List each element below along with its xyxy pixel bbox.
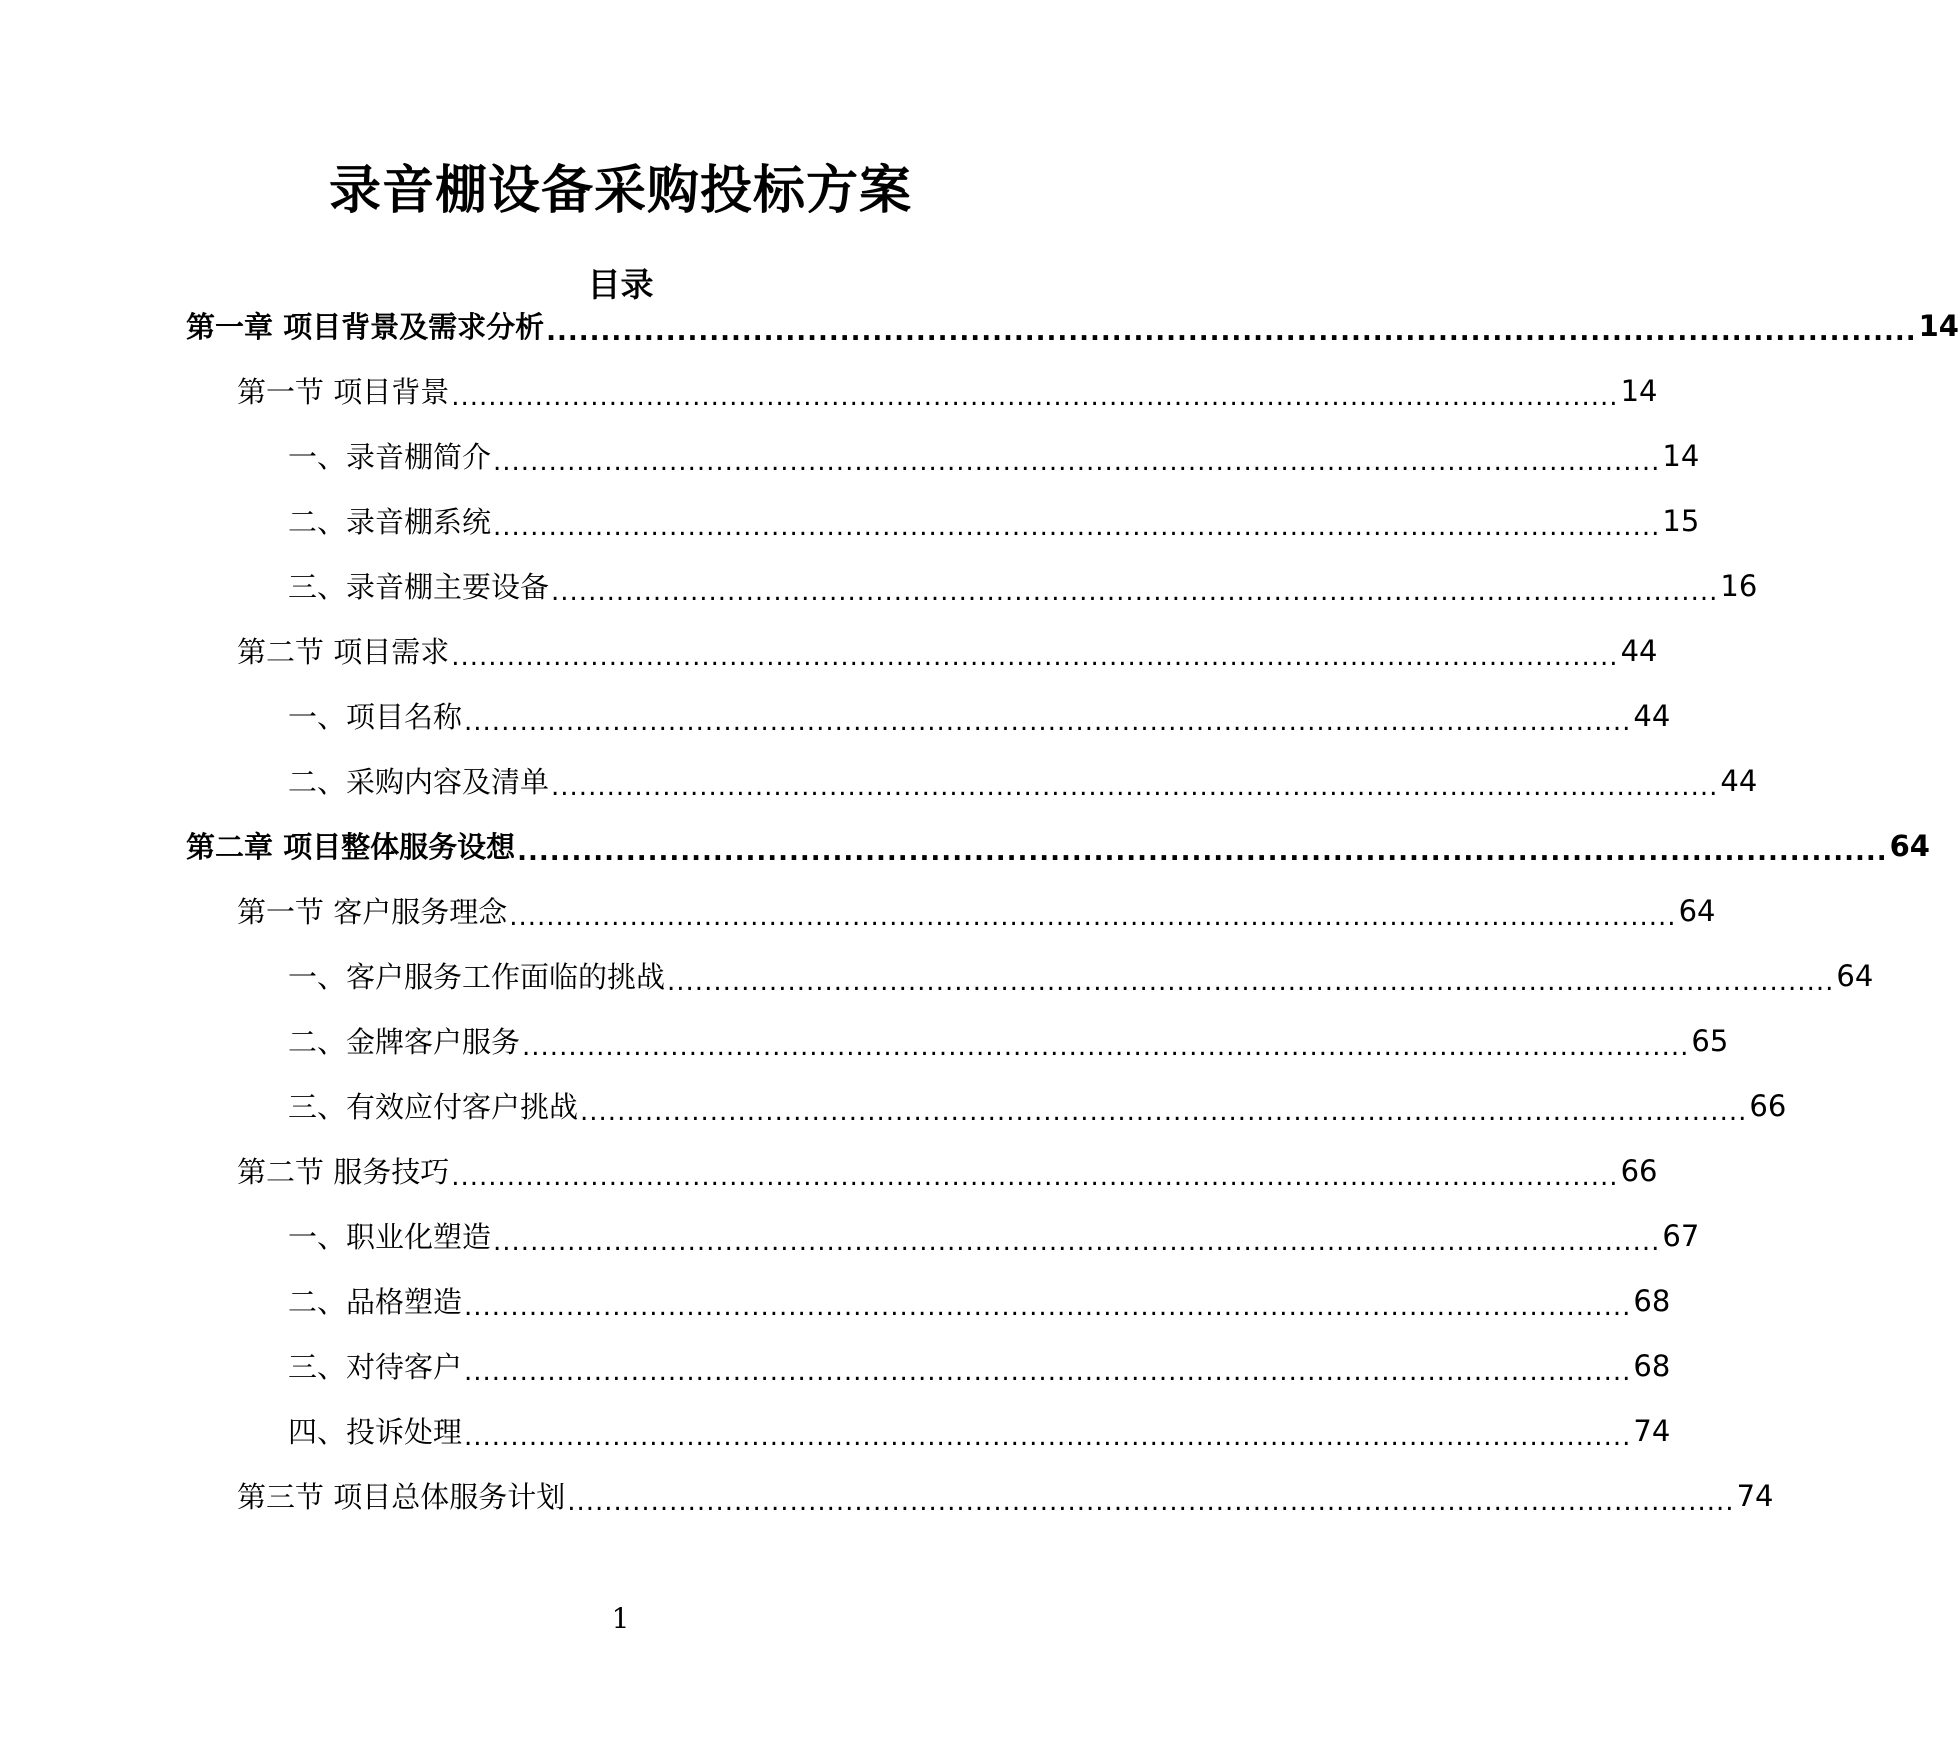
toc-entry-page: 64 xyxy=(1889,828,1930,863)
toc-entry-section[interactable] xyxy=(237,878,1716,943)
toc-entry-label: 一、职业化塑造 xyxy=(288,1220,492,1254)
toc-entry-label: 第一节 客户服务理念 xyxy=(237,895,508,929)
toc-entry-page: 64 xyxy=(1836,958,1874,993)
toc-entry-subsection[interactable] xyxy=(288,553,1758,618)
toc-entry-subsection[interactable] xyxy=(288,1333,1671,1398)
toc-dot-leader: .............................................................................................................................. xyxy=(522,1031,1690,1062)
toc-entry-label: 第一节 项目背景 xyxy=(237,375,450,409)
toc-entry-label: 一、录音棚简介 xyxy=(288,440,492,474)
toc-dot-leader: .............................................................................................................................. xyxy=(567,1486,1735,1517)
toc-entry-label: 一、客户服务工作面临的挑战 xyxy=(288,960,666,994)
toc-dot-leader: .............................................................................................................................. xyxy=(451,641,1619,672)
toc-dot-leader: .............................................................................................................................. xyxy=(546,316,1917,347)
toc-dot-leader: .............................................................................................................................. xyxy=(551,771,1719,802)
toc-entry-chapter[interactable] xyxy=(186,293,1959,358)
toc-entry-page: 14 xyxy=(1620,373,1658,408)
toc-dot-leader: .............................................................................................................................. xyxy=(509,901,1677,932)
toc-dot-leader: .............................................................................................................................. xyxy=(493,1226,1661,1257)
toc-entry-subsection[interactable] xyxy=(288,1073,1787,1138)
toc-dot-leader: .............................................................................................................................. xyxy=(464,706,1632,737)
toc-entry-subsection[interactable] xyxy=(288,1398,1671,1463)
toc-entry-subsection[interactable] xyxy=(288,943,1874,1008)
toc-entry-section[interactable] xyxy=(237,358,1658,423)
toc-entry-label: 三、有效应付客户挑战 xyxy=(288,1090,579,1124)
toc-entry-label: 第二节 项目需求 xyxy=(237,635,450,669)
toc-entry-section[interactable] xyxy=(237,1463,1774,1528)
toc-dot-leader: .............................................................................................................................. xyxy=(464,1291,1632,1322)
toc-entry-label: 二、品格塑造 xyxy=(288,1285,463,1319)
toc-dot-leader: .............................................................................................................................. xyxy=(517,836,1888,867)
toc-entry-page: 66 xyxy=(1749,1088,1787,1123)
toc-entry-page: 74 xyxy=(1736,1478,1774,1513)
toc-entry-label: 第二节 服务技巧 xyxy=(237,1155,450,1189)
toc-entry-section[interactable] xyxy=(237,618,1658,683)
toc-entry-label: 第三节 项目总体服务计划 xyxy=(237,1480,566,1514)
toc-entry-page: 67 xyxy=(1662,1218,1700,1253)
toc-entry-subsection[interactable] xyxy=(288,488,1700,553)
toc-entry-label: 二、录音棚系统 xyxy=(288,505,492,539)
toc-entry-page: 15 xyxy=(1662,503,1700,538)
toc-entry-subsection[interactable] xyxy=(288,1203,1700,1268)
toc-dot-leader: .............................................................................................................................. xyxy=(451,1161,1619,1192)
document-title: 录音棚设备采购投标方案 xyxy=(328,161,912,221)
toc-entry-label: 二、采购内容及清单 xyxy=(288,765,550,799)
toc-entry-chapter[interactable] xyxy=(186,813,1930,878)
toc-entry-label: 四、投诉处理 xyxy=(288,1415,463,1449)
toc-entry-page: 65 xyxy=(1691,1023,1729,1058)
toc-entry-page: 44 xyxy=(1633,698,1671,733)
toc-dot-leader: .............................................................................................................................. xyxy=(580,1096,1748,1127)
toc-entry-page: 66 xyxy=(1620,1153,1658,1188)
toc-entry-page: 68 xyxy=(1633,1348,1671,1383)
toc-entry-page: 14 xyxy=(1662,438,1700,473)
toc-entry-page: 44 xyxy=(1620,633,1658,668)
toc-entry-section[interactable] xyxy=(237,1138,1658,1203)
toc-dot-leader: .............................................................................................................................. xyxy=(451,381,1619,412)
toc-entry-subsection[interactable] xyxy=(288,1268,1671,1333)
toc-heading: 目录 xyxy=(587,265,654,304)
toc-entry-subsection[interactable] xyxy=(288,1008,1729,1073)
toc-entry-label: 二、金牌客户服务 xyxy=(288,1025,521,1059)
toc-entry-label: 三、对待客户 xyxy=(288,1350,463,1384)
toc-entry-page: 14 xyxy=(1918,308,1959,343)
toc-dot-leader: .............................................................................................................................. xyxy=(667,966,1835,997)
toc-entry-subsection[interactable] xyxy=(288,683,1671,748)
toc-dot-leader: .............................................................................................................................. xyxy=(551,576,1719,607)
toc-dot-leader: .............................................................................................................................. xyxy=(493,446,1661,477)
toc-entry-page: 16 xyxy=(1720,568,1758,603)
toc-entry-subsection[interactable] xyxy=(288,748,1758,813)
toc-entry-label: 一、项目名称 xyxy=(288,700,463,734)
toc-entry-label: 三、录音棚主要设备 xyxy=(288,570,550,604)
page-number: 1 xyxy=(611,1602,630,1635)
toc-entry-label: 第二章 项目整体服务设想 xyxy=(186,830,516,864)
toc-entry-page: 74 xyxy=(1633,1413,1671,1448)
toc-entry-page: 64 xyxy=(1678,893,1716,928)
toc-dot-leader: .............................................................................................................................. xyxy=(464,1421,1632,1452)
toc-entry-label: 第一章 项目背景及需求分析 xyxy=(186,310,545,344)
toc-dot-leader: .............................................................................................................................. xyxy=(464,1356,1632,1387)
toc-entry-page: 68 xyxy=(1633,1283,1671,1318)
toc-dot-leader: .............................................................................................................................. xyxy=(493,511,1661,542)
toc-entry-subsection[interactable] xyxy=(288,423,1700,488)
toc-entry-page: 44 xyxy=(1720,763,1758,798)
